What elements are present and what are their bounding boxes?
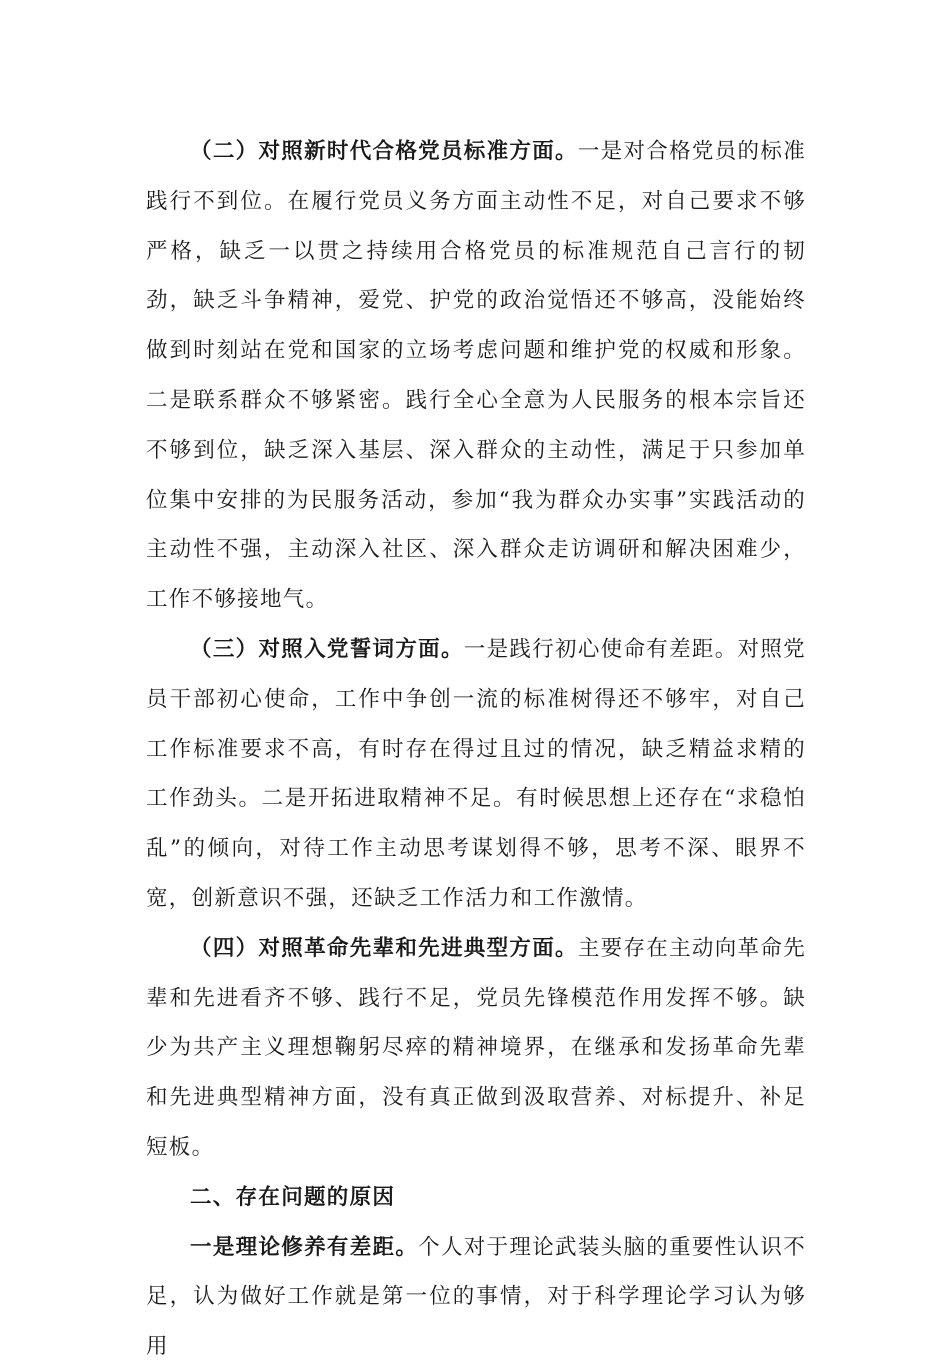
paragraph-party-member-standard xyxy=(146,127,806,625)
paragraph-lead: 一是理论修养有差距。 xyxy=(190,1234,419,1260)
paragraph-lead: （二）对照新时代合格党员标准方面。 xyxy=(190,139,578,164)
section-heading: 二、存在问题的原因 xyxy=(190,1184,396,1210)
paragraph-theory-cultivation xyxy=(146,1223,806,1372)
paragraph-revolutionary-predecessors xyxy=(146,924,806,1173)
paragraph-text: 个人对于理论武装头脑的重要性认识不足，认为做好工作就是第一位的事情，对于科学理论学习认为够用 xyxy=(146,1234,806,1360)
paragraph-text: 一是践行初心使命有差距。对照党员干部初心使命，工作中争创一流的标准树得还不够牢，对自己工作标准要求不高，有时存在得过且过的情况，缺乏精益求精的工作劲头。二是开拓进取精神不足。有时候思想上还存在“求稳怕乱”的倾向，对待工作主动思考谋划得不够，思考不深、眼界不宽，创新意识不强，还缺乏工作活力和工作激情。 xyxy=(146,636,806,911)
paragraph-lead: （四）对照革命先辈和先进典型方面。 xyxy=(190,935,578,961)
paragraph-text: 一是对合格党员的标准践行不到位。在履行党员义务方面主动性不足，对自己要求不够严格，缺乏一以贯之持续用合格党员的标准规范自己言行的韧劲，缺乏斗争精神，爱党、护党的政治觉悟还不够高，没能始终做到时刻站在党和国家的立场考虑问题和维护党的权威和形象。二是联系群众不够紧密。践行全心全意为人民服务的根本宗旨还不够到位，缺乏深入基层、深入群众的主动性，满足于只参加单位集中安排的为民服务活动，参加“我为群众办实事”实践活动的主动性不强，主动深入社区、深入群众走访调研和解决困难少，工作不够接地气。 xyxy=(146,139,806,613)
paragraph-text: 主要存在主动向革命先辈和先进看齐不够、践行不足，党员先锋模范作用发挥不够。缺少为共产主义理想鞠躬尽瘁的精神境界，在继承和发扬革命先辈和先进典型精神方面，没有真正做到汲取营养、对标提升、补足短板。 xyxy=(146,935,806,1160)
paragraph-lead: （三）对照入党誓词方面。 xyxy=(190,636,464,662)
document-body xyxy=(146,127,806,1372)
paragraph-oath xyxy=(146,625,806,924)
